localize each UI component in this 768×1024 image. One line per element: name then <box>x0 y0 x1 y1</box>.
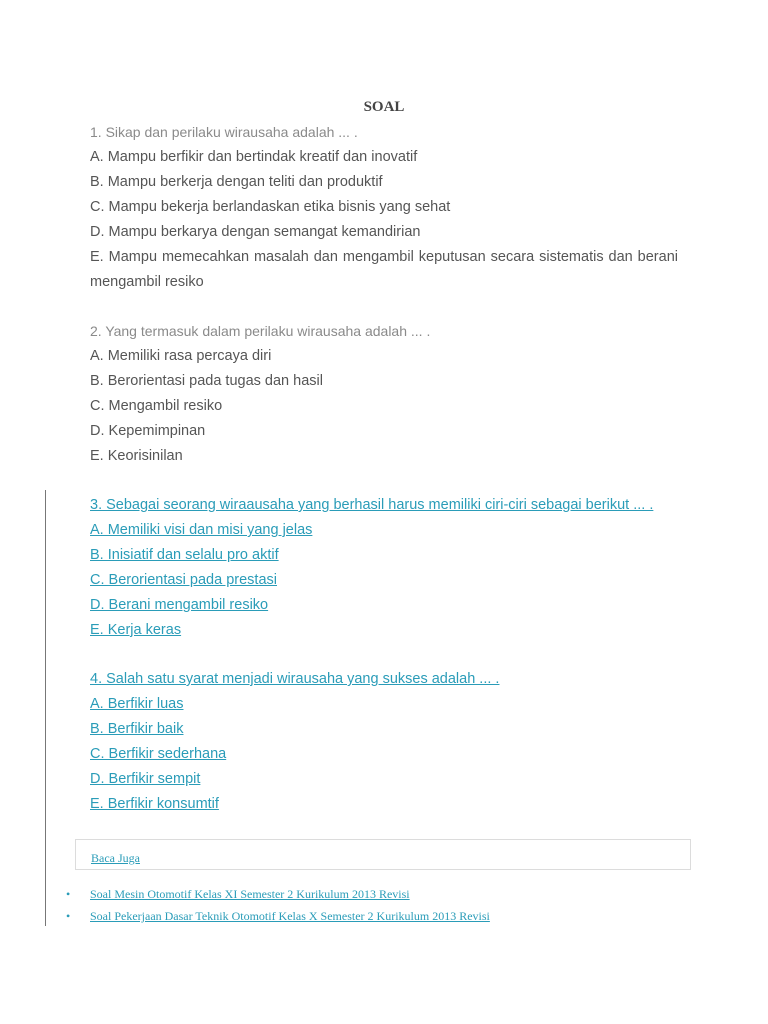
q3-option-b-link[interactable]: B. Inisiatif dan selalu pro aktif <box>90 547 279 563</box>
q2-option-a: A. Memiliki rasa percaya diri <box>90 348 272 364</box>
q3-option-c[interactable] <box>90 568 678 593</box>
page-title: SOAL <box>363 99 405 115</box>
q2-option-c: C. Mengambil resiko <box>90 398 223 414</box>
baca-juga-box <box>75 839 691 870</box>
q4-option-b-link[interactable]: B. Berfikir baik <box>90 721 184 737</box>
q2-option-d: D. Kepemimpinan <box>90 423 206 439</box>
q3-option-d[interactable] <box>90 593 678 618</box>
bullet-icon: • <box>66 909 71 923</box>
q4-option-e[interactable] <box>90 792 678 817</box>
question-4-link[interactable]: 4. Salah satu syarat menjadi wirausaha yang sukses adalah ... . <box>90 671 500 687</box>
question-2: 2. Yang termasuk dalam perilaku wirausaha adalah ... . <box>90 323 431 339</box>
q4-option-a[interactable] <box>90 692 678 717</box>
baca-juga-link[interactable]: Baca Juga <box>91 851 140 865</box>
question-3-link[interactable]: 3. Sebagai seorang wiraausaha yang berhasil harus memiliki ciri-ciri sebagai berikut ... . <box>90 497 654 513</box>
q4-option-d-link[interactable]: D. Berfikir sempit <box>90 771 201 787</box>
q4-option-e-link[interactable]: E. Berfikir konsumtif <box>90 796 219 812</box>
question-1: 1. Sikap dan perilaku wirausaha adalah ... . <box>90 124 358 140</box>
q1-option-e: E. Mampu memecahkan masalah dan mengambil keputusan secara sistematis dan berani mengambil resiko <box>90 249 678 290</box>
question-4[interactable] <box>90 667 678 692</box>
related-article-item <box>66 886 410 902</box>
question-3[interactable] <box>90 493 678 518</box>
related-article-item <box>66 908 490 924</box>
q1-option-c: C. Mampu bekerja berlandaskan etika bisnis yang sehat <box>90 199 451 215</box>
q3-option-e[interactable] <box>90 618 678 643</box>
q3-option-d-link[interactable]: D. Berani mengambil resiko <box>90 597 269 613</box>
left-margin-rule <box>45 490 46 926</box>
q4-option-d[interactable] <box>90 767 678 792</box>
q4-option-b[interactable] <box>90 717 678 742</box>
q2-option-b: B. Berorientasi pada tugas dan hasil <box>90 373 323 389</box>
q3-option-b[interactable] <box>90 543 678 568</box>
q3-option-e-link[interactable]: E. Kerja keras <box>90 622 182 638</box>
q1-option-d: D. Mampu berkarya dengan semangat kemandirian <box>90 224 421 240</box>
q3-option-a[interactable] <box>90 518 678 543</box>
related-article-link-1[interactable]: Soal Mesin Otomotif Kelas XI Semester 2 Kurikulum 2013 Revisi <box>90 887 410 901</box>
q1-option-b: B. Mampu berkerja dengan teliti dan produktif <box>90 174 383 190</box>
q3-option-c-link[interactable]: C. Berorientasi pada prestasi <box>90 572 277 588</box>
related-article-link-2[interactable]: Soal Pekerjaan Dasar Teknik Otomotif Kelas X Semester 2 Kurikulum 2013 Revisi <box>90 909 490 923</box>
q1-option-a: A. Mampu berfikir dan bertindak kreatif dan inovatif <box>90 149 418 165</box>
q4-option-a-link[interactable]: A. Berfikir luas <box>90 696 184 712</box>
q4-option-c-link[interactable]: C. Berfikir sederhana <box>90 746 227 762</box>
q2-option-e: E. Keorisinilan <box>90 448 183 464</box>
q3-option-a-link[interactable]: A. Memiliki visi dan misi yang jelas <box>90 522 313 538</box>
q4-option-c[interactable] <box>90 742 678 767</box>
bullet-icon: • <box>66 887 71 901</box>
